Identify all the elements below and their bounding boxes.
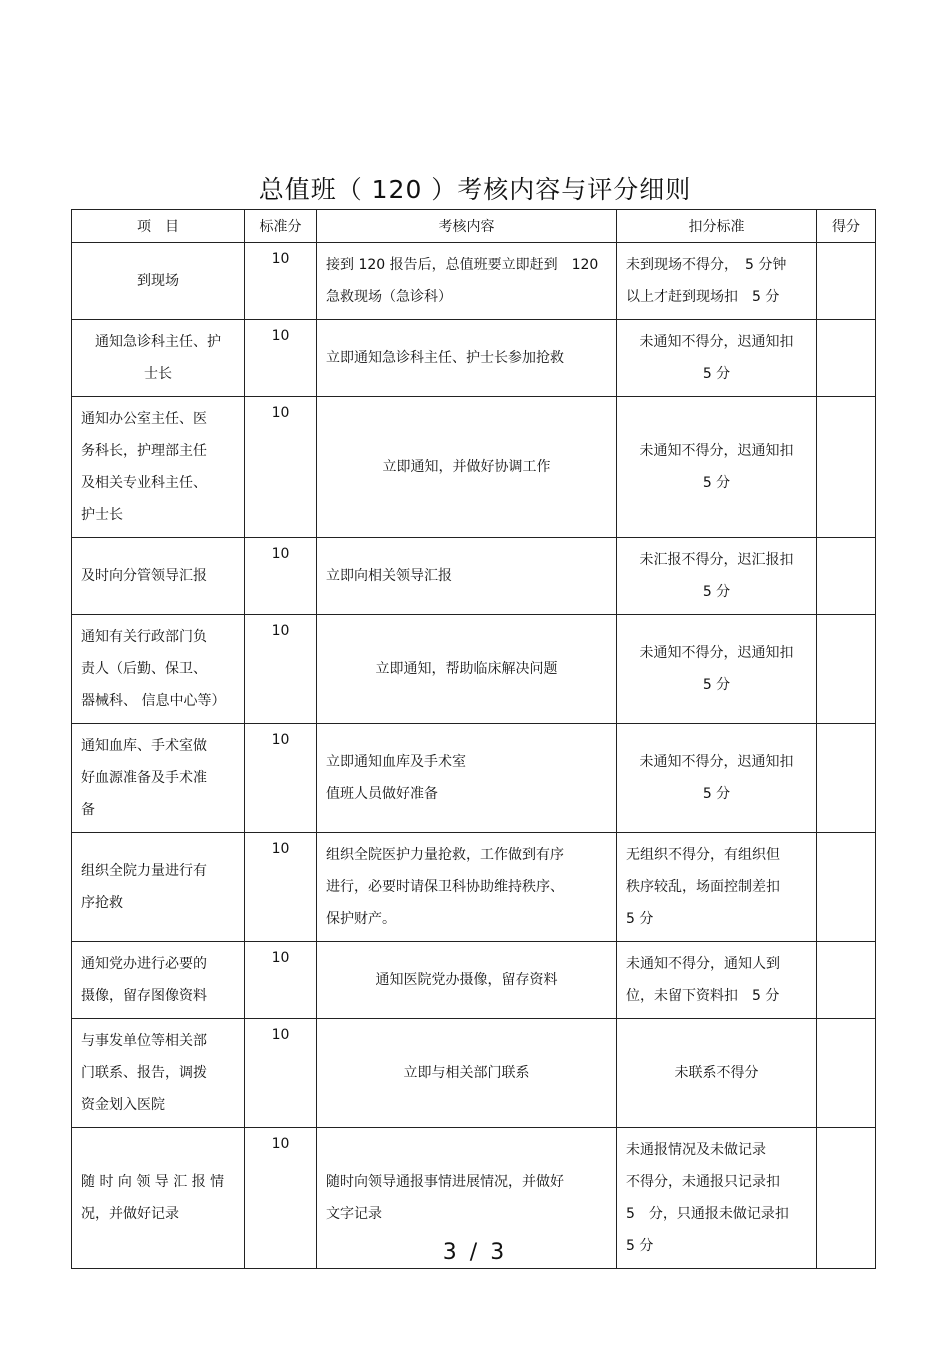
table-row — [72, 615, 876, 724]
row-content: 通知医院党办摄像，留存资料 — [317, 942, 617, 1019]
page-title: 总值班（ 120 ）考核内容与评分细则 — [258, 175, 692, 204]
row-item: 通知办公室主任、医 务科长，护理部主任 及相关专业科主任、 护士长 — [72, 397, 245, 538]
row-content: 立即通知血库及手术室 值班人员做好准备 — [317, 724, 617, 833]
table-row — [72, 243, 876, 320]
row-deduction: 未联系不得分 — [617, 1019, 817, 1128]
header-item: 项 目 — [72, 210, 245, 243]
row-content: 立即向相关领导汇报 — [317, 538, 617, 615]
row-deduction: 未通知不得分，迟通知扣 5 分 — [617, 397, 817, 538]
row-item: 通知有关行政部门负 责人（后勤、保卫、 器械科、 信息中心等） — [72, 615, 245, 724]
table-row — [72, 320, 876, 397]
row-item: 与事发单位等相关部 门联系、报告，调拨 资金划入医院 — [72, 1019, 245, 1128]
row-content: 组织全院医护力量抢救，工作做到有序 进行，必要时请保卫科协助维持秩序、 保护财产。 — [317, 833, 617, 942]
row-deduction: 未通知不得分，迟通知扣 5 分 — [617, 724, 817, 833]
row-content: 立即通知急诊科主任、护士长参加抢救 — [317, 320, 617, 397]
row-standard-score: 10 — [245, 538, 317, 615]
header-score-obtained: 得分 — [817, 210, 876, 243]
row-content: 接到 120 报告后，总值班要立即赶到 120 急救现场（急诊科） — [317, 243, 617, 320]
row-standard-score: 10 — [245, 243, 317, 320]
row-deduction: 未汇报不得分，迟汇报扣 5 分 — [617, 538, 817, 615]
table-row — [72, 724, 876, 833]
row-item: 组织全院力量进行有 序抢救 — [72, 833, 245, 942]
scoring-table — [71, 209, 876, 1269]
row-item: 通知急诊科主任、护 士长 — [72, 320, 245, 397]
row-standard-score: 10 — [245, 1128, 317, 1269]
row-content: 立即与相关部门联系 — [317, 1019, 617, 1128]
header-standard-score: 标准分 — [245, 210, 317, 243]
row-standard-score: 10 — [245, 320, 317, 397]
row-item: 及时向分管领导汇报 — [72, 538, 245, 615]
row-standard-score: 10 — [245, 615, 317, 724]
row-deduction: 未通知不得分，迟通知扣 5 分 — [617, 320, 817, 397]
table-row — [72, 942, 876, 1019]
row-score-obtained — [817, 397, 876, 538]
header-content: 考核内容 — [317, 210, 617, 243]
row-score-obtained — [817, 538, 876, 615]
row-standard-score: 10 — [245, 942, 317, 1019]
table-row — [72, 397, 876, 538]
row-standard-score: 10 — [245, 833, 317, 942]
page-number: 3 / 3 — [442, 1240, 508, 1265]
row-score-obtained — [817, 724, 876, 833]
row-content: 随时向领导通报事情进展情况，并做好 文字记录 — [317, 1128, 617, 1269]
row-item: 通知党办进行必要的 摄像，留存图像资料 — [72, 942, 245, 1019]
row-deduction: 无组织不得分，有组织但 秩序较乱，场面控制差扣 5 分 — [617, 833, 817, 942]
table-header-row — [72, 210, 876, 243]
row-score-obtained — [817, 1019, 876, 1128]
row-item: 到现场 — [72, 243, 245, 320]
row-standard-score: 10 — [245, 724, 317, 833]
row-score-obtained — [817, 942, 876, 1019]
row-score-obtained — [817, 615, 876, 724]
row-standard-score: 10 — [245, 1019, 317, 1128]
row-score-obtained — [817, 320, 876, 397]
row-standard-score: 10 — [245, 397, 317, 538]
row-deduction: 未通报情况及未做记录 不得分，未通报只记录扣 5 分，只通报未做记录扣 5 分 — [617, 1128, 817, 1269]
row-content: 立即通知，并做好协调工作 — [317, 397, 617, 538]
row-deduction: 未通知不得分，迟通知扣 5 分 — [617, 615, 817, 724]
row-item: 通知血库、手术室做 好血源准备及手术准 备 — [72, 724, 245, 833]
row-content: 立即通知，帮助临床解决问题 — [317, 615, 617, 724]
header-deduction: 扣分标准 — [617, 210, 817, 243]
table-row — [72, 1019, 876, 1128]
row-deduction: 未通知不得分，通知人到 位，未留下资料扣 5 分 — [617, 942, 817, 1019]
table-row — [72, 833, 876, 942]
row-item: 随 时 向 领 导 汇 报 情 况，并做好记录 — [72, 1128, 245, 1269]
row-deduction: 未到现场不得分， 5 分钟 以上才赶到现场扣 5 分 — [617, 243, 817, 320]
row-score-obtained — [817, 833, 876, 942]
table-row — [72, 538, 876, 615]
row-score-obtained — [817, 243, 876, 320]
